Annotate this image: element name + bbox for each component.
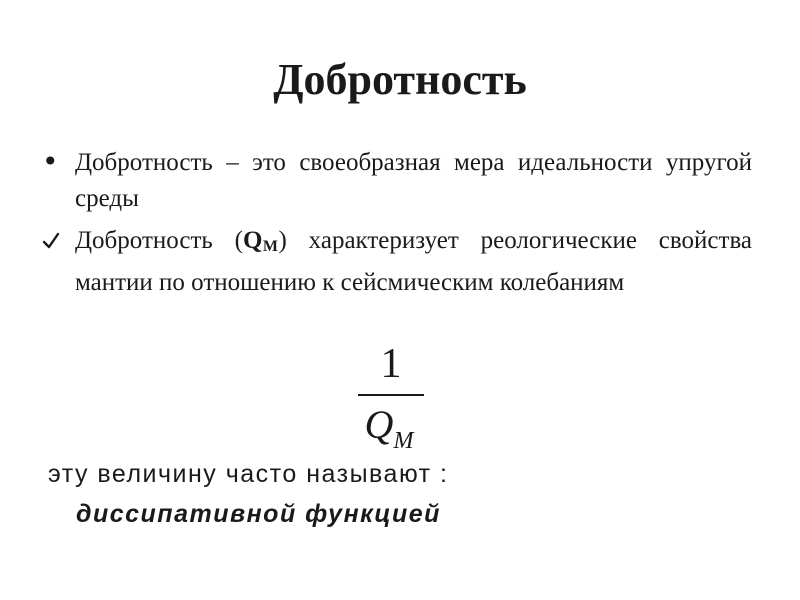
quality-factor-symbol: $Q_M$ xyxy=(242,227,279,255)
check-mark-icon xyxy=(40,223,70,259)
bullet-dot-icon: • xyxy=(42,145,59,178)
bullet-item-quality-factor: Добротность $(Q_M)$ характеризует реологические свойства мантии по отношению к сейсмическим колебаниям xyxy=(40,223,752,301)
bullet-text-definition: Добротность – это своеобразная мера идеальности упругой среды xyxy=(75,149,752,212)
quality-factor-subscript: M xyxy=(262,238,279,255)
formula-numerator: 1 xyxy=(380,341,402,387)
bullet-text-rest: характеризует реологические свойства мантии по отношению к сейсмическим колебаниям xyxy=(75,227,753,296)
dissipative-function-term: диссипативной функцией xyxy=(76,500,441,528)
fraction-bar xyxy=(358,394,424,396)
caption-text: эту величину часто называют : xyxy=(48,460,449,488)
bullet-list xyxy=(40,145,752,301)
formula-denominator: $Q_M$ xyxy=(364,402,414,454)
bullet-text-start: Добротность xyxy=(75,227,213,254)
formula-fraction xyxy=(356,340,426,464)
slide-title: Добротность xyxy=(273,55,527,104)
bullet-item-definition xyxy=(40,145,752,217)
formula-denominator-subscript: M xyxy=(393,428,414,454)
